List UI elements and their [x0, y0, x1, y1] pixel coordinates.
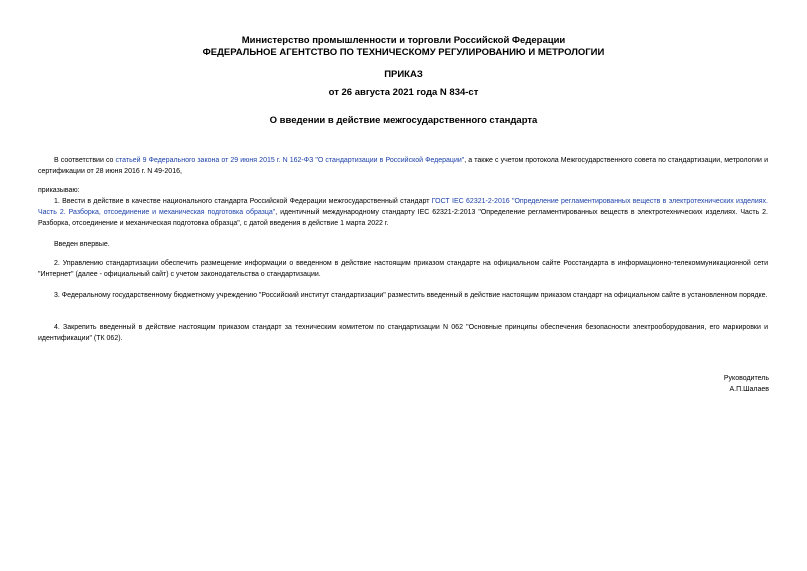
order-item-4: 4. Закрепить введенный в действие настоящим приказом стандарт за техническим комитетом по стандартизации N 062 "Основные принципы обеспечения безопасности электрооборудования, его маркировки и идентификации" (ТК 062).	[38, 324, 768, 342]
intro-suffix: , а также с учетом протокола Межгосударственного совета по стандартизации, метрологии и сертификации от 28 июня 2016 г. N 49-2016,	[38, 157, 768, 175]
signature-role: Руководитель	[723, 375, 769, 382]
document-date-number: от 26 августа 2021 года N 834-ст	[328, 87, 479, 98]
document-subject: О введении в действие межгосударственного стандарта	[269, 115, 538, 126]
document-type-heading: ПРИКАЗ	[384, 69, 423, 80]
signature-name: А.П.Шалаев	[729, 386, 769, 393]
intro-prefix: В соответствии со	[54, 157, 116, 164]
intro-paragraph	[38, 155, 768, 177]
item1-prefix: 1. Ввести в действие в качестве национального стандарта Российской Федерации межгосударственный стандарт	[54, 198, 432, 205]
ministry-heading: Министерство промышленности и торговли Российской Федерации	[241, 35, 566, 46]
law-link[interactable]: статьей 9 Федерального закона от 29 июня 2015 г. N 162-ФЗ "О стандартизации в Российской Федерации"	[115, 157, 465, 164]
item1-suffix: , идентичный международному стандарту IEC 62321-2:2013 "Определение регламентированных веществ в электротехнических изделиях. Часть 2. Разборка, отсоединение и механическая подготовка образца", с датой введения в действие 1 марта 2022 г.	[38, 209, 768, 227]
first-time-note: Введен впервые.	[54, 241, 110, 248]
order-item-3: 3. Федеральному государственному бюджетному учреждению "Российский институт стандартизации" разместить введенный в действие настоящим приказом стандарт на официальном сайте в установленном порядке.	[54, 292, 768, 299]
order-item-1	[38, 196, 768, 229]
standard-link[interactable]: ГОСТ IEC 62321-2-2016 "Определение регламентированных веществ в электротехнических изделиях. Часть 2. Разборка, отсоединение и механическая подготовка образца"	[38, 198, 768, 216]
order-item-2: 2. Управлению стандартизации обеспечить размещение информации о введенном в действие настоящим приказом стандарте на официальном сайте Росстандарта в информационно-телекоммуникационной сети "Интернет" (далее - официальный сайт) с учетом законодательства о стандартизации.	[38, 260, 768, 278]
agency-heading: ФЕДЕРАЛЬНОЕ АГЕНТСТВО ПО ТЕХНИЧЕСКОМУ РЕГУЛИРОВАНИЮ И МЕТРОЛОГИИ	[202, 47, 605, 58]
orders-label: приказываю:	[38, 187, 80, 194]
